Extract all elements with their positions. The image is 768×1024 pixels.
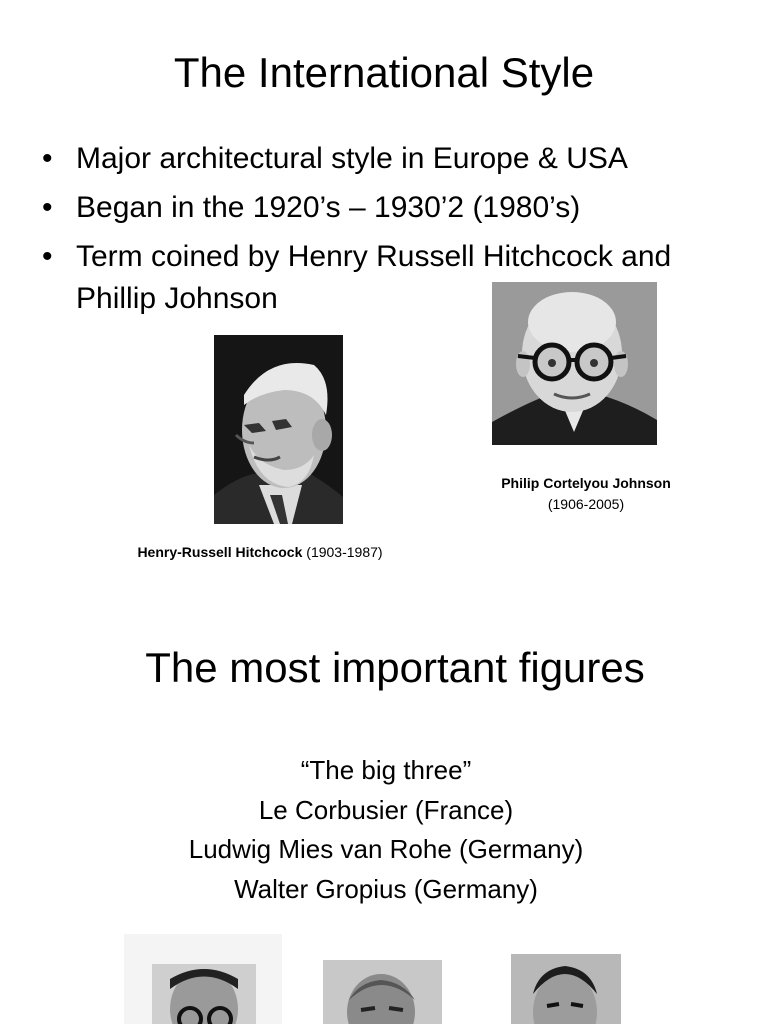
mies-portrait: [323, 960, 442, 1024]
bullet-item: • Term coined by Henry Russell Hitchcock and Phillip Johnson: [42, 236, 742, 320]
bullet-item: • Began in the 1920’s – 1930’2 (1980’s): [42, 187, 742, 229]
gropius-portrait-image: [511, 954, 621, 1024]
bullet-dot: •: [42, 142, 53, 175]
johnson-name: Philip Cortelyou Johnson: [501, 475, 671, 491]
hitchcock-portrait-image: [214, 335, 343, 524]
gropius-portrait: [511, 954, 621, 1024]
hitchcock-portrait: [214, 335, 343, 524]
hitchcock-dates: (1903-1987): [306, 544, 383, 560]
big-three-heading: “The big three”: [300, 755, 472, 785]
johnson-caption: [466, 473, 706, 515]
bullet-dot: •: [42, 240, 53, 273]
figure-mies-van-rohe: Ludwig Mies van Rohe (Germany): [188, 834, 584, 864]
bullet-dot: •: [42, 191, 53, 224]
le-corbusier-portrait: [124, 934, 282, 1024]
slide-title: The International Style: [173, 49, 595, 96]
bullet-item: • Major architectural style in Europe & USA: [42, 138, 742, 180]
hitchcock-name: Henry-Russell Hitchcock: [137, 544, 303, 560]
mies-portrait-image: [323, 960, 442, 1024]
figure-gropius: Walter Gropius (Germany): [234, 873, 538, 904]
johnson-dates: (1906-2005): [547, 496, 625, 512]
big-three-list: [0, 751, 768, 909]
figure-le-corbusier: Le Corbusier (France): [258, 794, 514, 825]
le-corbusier-portrait-image: [124, 934, 282, 1024]
johnson-portrait: [492, 282, 657, 445]
hitchcock-caption: [100, 542, 420, 563]
johnson-portrait-image: [492, 282, 657, 445]
slide-title-figures: The most important figures: [145, 644, 645, 691]
